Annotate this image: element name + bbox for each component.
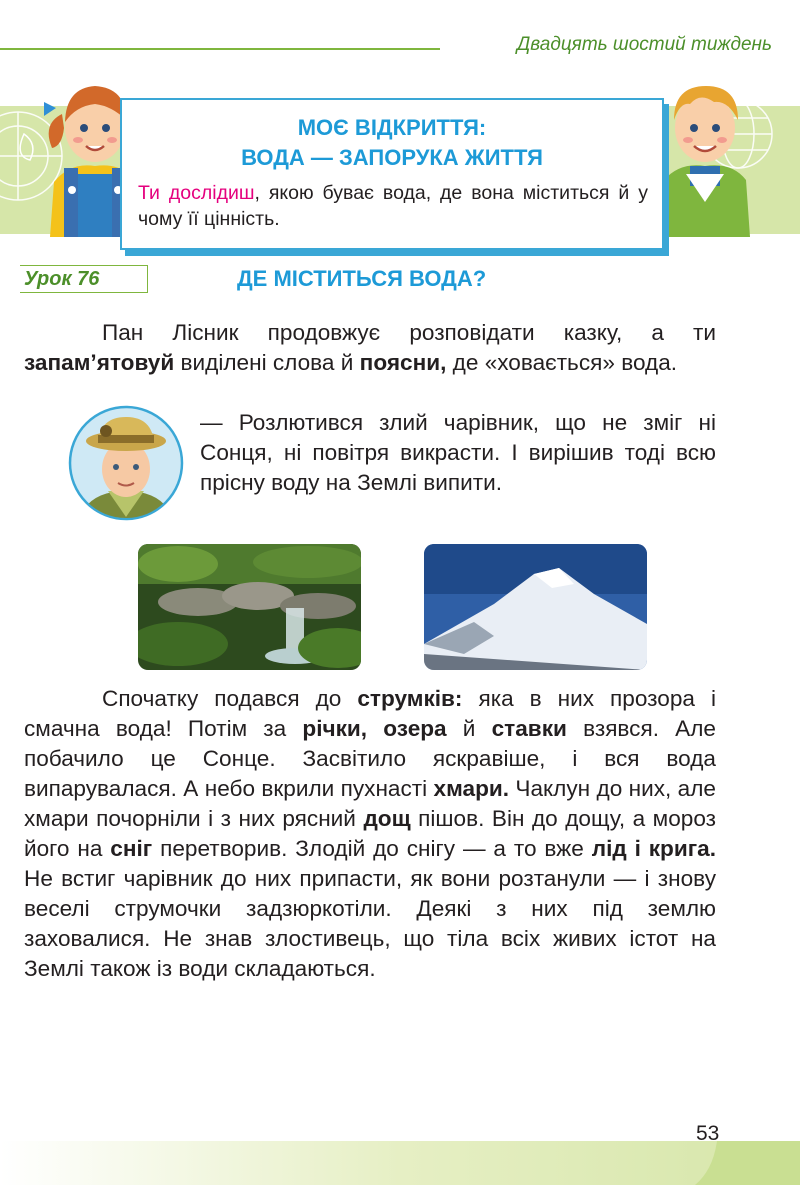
text-run: Чаклун до них, але хмари почорніли і з них рясний [24, 776, 716, 831]
text-run: перетворив. Злодій до снігу — а то вже [152, 836, 592, 861]
header-rule [0, 48, 440, 50]
text-run: пішов. Він до дощу, а мороз його на [24, 806, 717, 861]
bold-run: запам’ятовуй [24, 350, 175, 375]
text-run: взявся. Але побачило це Сонце. Засвітило яскравіше, і вся вода випарувалася. А небо вкрили пухнасті [24, 716, 716, 801]
bold-run: хмари. [433, 776, 510, 801]
text-run: де «ховається» вода. [446, 350, 678, 375]
text-run: виділені слова й [174, 350, 360, 375]
bold-run: поясни, [359, 350, 447, 375]
intro-text: , якою буває вода, де вона міститься й у чому її цінність. [138, 182, 648, 230]
bold-run: сніг [110, 836, 153, 861]
paragraph-intro [24, 318, 716, 378]
text-run: яка в них прозора і смачна вода! Потім за [24, 686, 716, 741]
stream-photo [138, 544, 361, 670]
mountain-photo [424, 544, 647, 670]
topic-intro [138, 180, 648, 232]
week-label: Двадцять шостий тиждень [516, 34, 772, 55]
bold-run: дощ [363, 806, 411, 831]
lesson-tag: Урок 76 [20, 265, 148, 293]
forester-avatar [68, 405, 184, 521]
topic-title-line2: ВОДА — ЗАПОРУКА ЖИТТЯ [241, 145, 543, 170]
bold-run: струмків: [357, 686, 463, 711]
text-run: й [446, 716, 492, 741]
page-number: 53 [696, 1122, 720, 1145]
paragraph-story [24, 684, 716, 984]
paragraph-forester: — Розлютився злий чарівник, що не зміг ні Сонця, ні повітря викрасти. І вирішив тоді всю прісну воду на Землі випити. [200, 410, 716, 495]
topic-title-line1: МОЄ ВІДКРИТТЯ: [297, 115, 487, 140]
bold-run: лід і крига. [591, 836, 716, 861]
bold-run: річки, озера [302, 716, 447, 741]
topic-box [120, 98, 664, 250]
bold-run: ставки [491, 716, 567, 741]
text-run: Спочатку подався до [102, 686, 358, 711]
text-run: Пан Лісник продовжує розповідати казку, а ти [102, 320, 716, 345]
text-run: Не встиг чарівник до них припасти, як вони розтанули — і знову веселі струмочки задзюркотіли. Деякі з них під землю заховалися. Не знав злостивець, що тіла всіх живих істот на Землі також із води складаються. [24, 866, 716, 981]
intro-highlight: Ти дослідиш [138, 182, 255, 204]
footer-band [0, 1141, 800, 1185]
lesson-title: ДЕ МІСТИТЬСЯ ВОДА? [237, 266, 487, 291]
boy-illustration [650, 62, 760, 237]
